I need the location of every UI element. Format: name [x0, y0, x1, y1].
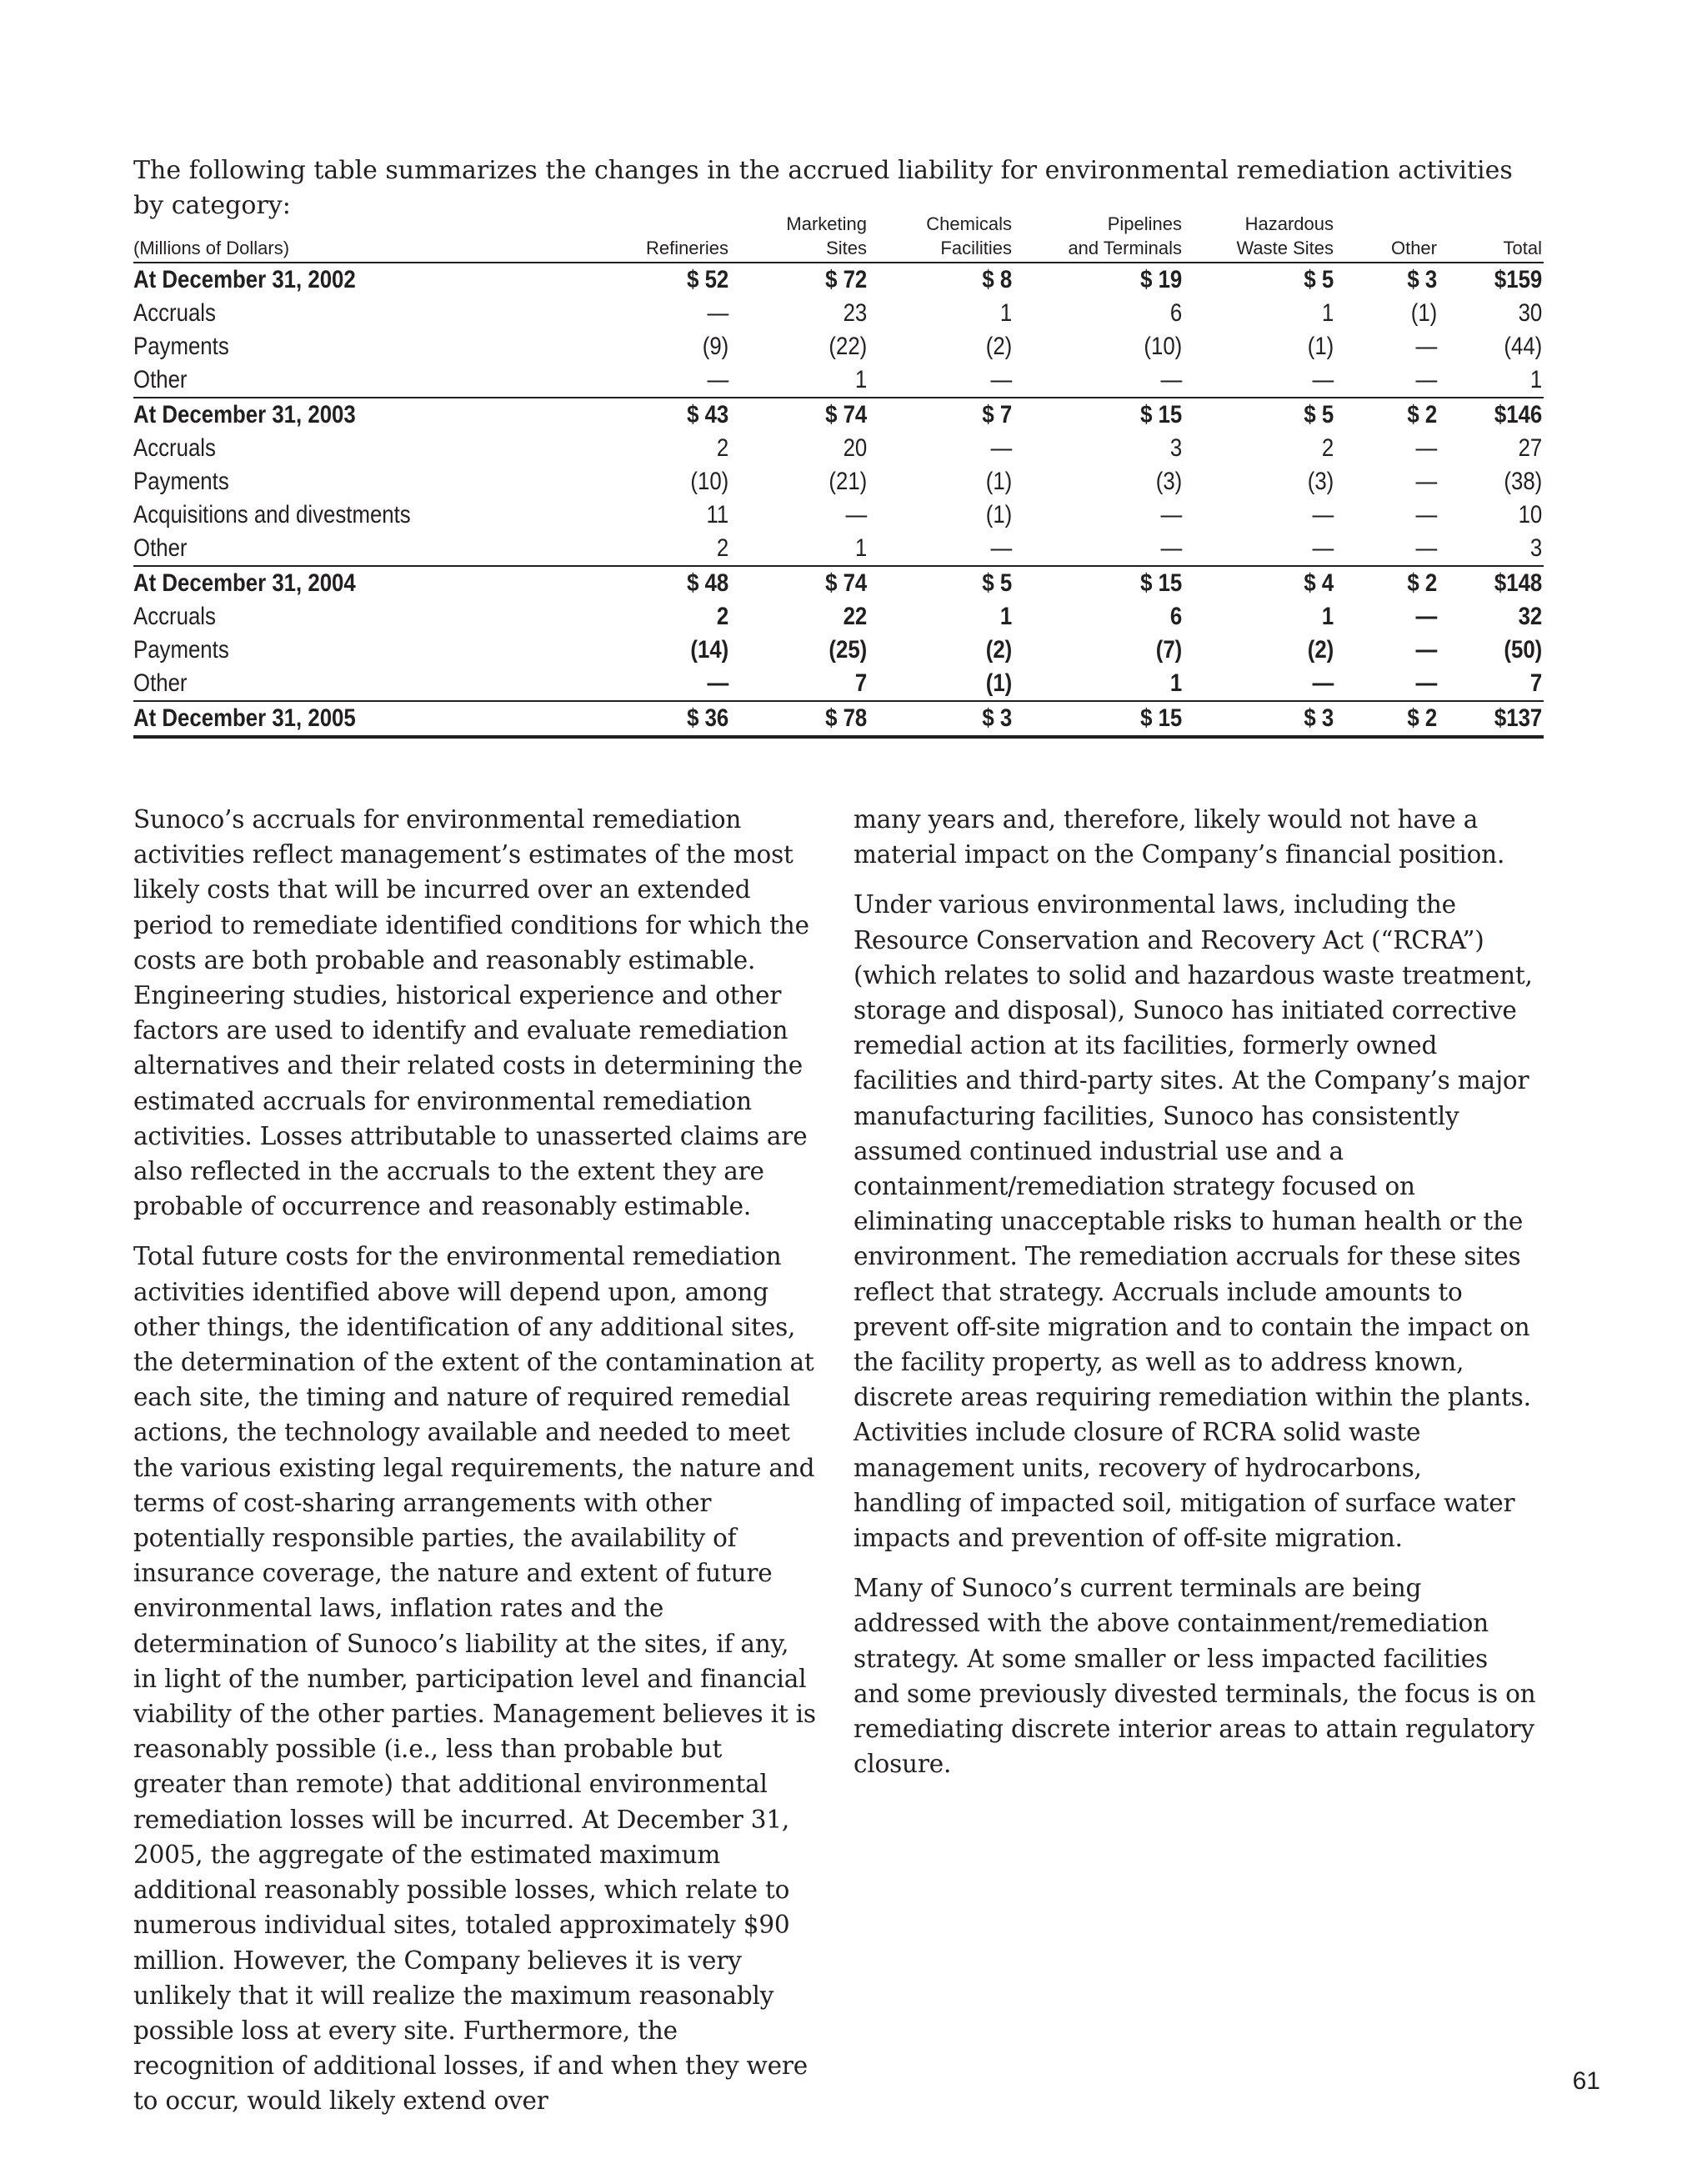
table-cell: $ 2 — [1349, 701, 1439, 737]
table-cell: — — [1415, 603, 1438, 630]
column-header: Other — [1335, 212, 1439, 263]
table-cell: (3) — [1155, 468, 1183, 495]
table-cell: 11 — [706, 501, 729, 528]
table-row — [133, 701, 1544, 737]
table-cell: (1) — [985, 501, 1013, 528]
table-cell: $ 4 — [1204, 566, 1335, 600]
table-cell: — — [845, 501, 868, 528]
table-cell: 6 — [1169, 299, 1183, 327]
table-body — [133, 263, 1544, 737]
row-label: At December 31, 2005 — [133, 701, 535, 737]
table-cell: $ 2 — [1349, 566, 1439, 600]
table-cell: $ 5 — [1304, 266, 1334, 293]
table-cell: $ 15 — [1038, 701, 1184, 737]
column-header: Total — [1439, 212, 1544, 263]
column-header: Chemicals Facilities — [869, 212, 1014, 263]
table-cell: (25) — [828, 636, 868, 664]
table-row — [133, 432, 1544, 465]
table-cell: 3 — [1529, 534, 1543, 562]
table-cell: (38) — [1504, 468, 1543, 495]
table-cell: (1) — [1410, 299, 1438, 327]
table-cell: 2 — [716, 434, 729, 462]
table-cell: (1) — [985, 669, 1013, 697]
table-cell: $ 7 — [889, 398, 1014, 432]
table-cell: 23 — [843, 299, 868, 327]
table-cell: (44) — [1504, 333, 1543, 360]
table-cell: — — [1312, 669, 1334, 697]
table-cell: 1 — [1529, 366, 1543, 393]
table-row — [133, 398, 1544, 432]
row-label: Payments — [133, 333, 229, 360]
table-cell: — — [1160, 366, 1183, 393]
table-row — [133, 465, 1544, 498]
table-cell: (3) — [1307, 468, 1334, 495]
table-cell: 1 — [1321, 299, 1334, 327]
table-cell: (7) — [1155, 636, 1183, 664]
row-label: Payments — [133, 636, 229, 664]
table-cell: — — [1160, 501, 1183, 528]
table-cell: 32 — [1518, 603, 1543, 630]
table-cell: 20 — [843, 434, 868, 462]
table-cell: — — [707, 366, 729, 393]
table-cell: — — [1312, 534, 1334, 562]
table-cell: (21) — [828, 468, 868, 495]
paragraph: Sunoco’s accruals for environmental remediation activities reflect management’s estimates of the most likely costs that will be incurred over an extended period to remediate identified conditions for which the costs are both probable and reasonably estimable. Engineering studies, historical experience and other factors are used to identify and evaluate remediation alternatives and their related costs in determining the estimated accruals for environmental remediation activities. Losses attributable to unasserted claims are also reflected in the accruals to the extent they are probable of occurrence and reasonably estimable. — [133, 805, 809, 1221]
table-row — [133, 667, 1544, 701]
row-label: Accruals — [133, 434, 216, 462]
table-cell: (14) — [690, 636, 729, 664]
table-row — [133, 297, 1544, 330]
table-cell: — — [707, 669, 729, 697]
table-cell: 2 — [1321, 434, 1334, 462]
row-label: Accruals — [133, 299, 216, 327]
table-cell: 3 — [1169, 434, 1183, 462]
row-label: At December 31, 2003 — [133, 398, 535, 432]
table-cell: — — [1415, 669, 1438, 697]
environmental-liability-table-container — [133, 212, 1544, 739]
table-cell: $ 15 — [1038, 566, 1184, 600]
row-label: Acquisitions and divestments — [133, 501, 411, 528]
table-cell: $ 48 — [618, 566, 730, 600]
row-label: Other — [133, 366, 188, 393]
table-cell: $ 43 — [618, 398, 730, 432]
table-cell: $159 — [1494, 266, 1543, 293]
table-cell: $137 — [1454, 701, 1544, 737]
table-cell: $ 74 — [749, 398, 869, 432]
column-header: Pipelines and Terminals — [1014, 212, 1184, 263]
table-cell: $ 8 — [982, 266, 1013, 293]
table-cell: — — [1415, 501, 1438, 528]
table-cell: $ 15 — [1038, 398, 1184, 432]
column-header: Hazardous Waste Sites — [1184, 212, 1335, 263]
right-text-column — [854, 802, 1537, 1796]
paragraph: Many of Sunoco’s current terminals are being addressed with the above containment/remediation strategy. At some smaller or less impacted facilities and some previously divested terminals, the focus is on remediating discrete interior areas to attain regulatory closure. — [854, 1574, 1536, 1779]
table-cell: $ 3 — [1407, 266, 1438, 293]
table-cell: $ 5 — [889, 566, 1014, 600]
table-cell: (2) — [985, 636, 1013, 664]
table-cell: $146 — [1454, 398, 1544, 432]
table-cell: $ 72 — [825, 266, 868, 293]
table-cell: 10 — [1518, 501, 1543, 528]
table-cell: — — [1312, 501, 1334, 528]
column-header: Refineries — [600, 212, 730, 263]
table-cell: — — [1415, 434, 1438, 462]
table-row — [133, 363, 1544, 398]
table-cell: (2) — [985, 333, 1013, 360]
table-cell: $ 19 — [1140, 266, 1183, 293]
table-cell: 7 — [1529, 669, 1543, 697]
row-label: Other — [133, 534, 188, 562]
table-cell: (2) — [1307, 636, 1334, 664]
table-cell: $148 — [1454, 566, 1544, 600]
table-row — [133, 330, 1544, 363]
table-cell: — — [990, 534, 1013, 562]
paragraph: Total future costs for the environmental remediation activities identified above will depend upon, among other things, the identification of any additional sites, the determination of the extent of the contamination at each site, the timing and nature of required remedial actions, the technology available and needed to meet the various existing legal requirements, the nature and terms of cost-sharing arrangements with other potentially responsible parties, the availability of insurance coverage, the nature and extent of future environmental laws, inflation rates and the determination of Sunoco’s liability at the sites, if any, in light of the number, participation level and financial viability of the other parties. Management believes it is reasonably possible (i.e., less than probable but greater than remote) that additional environmental remediation losses will be incurred. At December 31, 2005, the aggregate of the estimated maximum additional reasonably possible losses, which relate to numerous individual sites, totaled approximately $90 million. However, the Company believes it is very unlikely that it will realize the maximum reasonably possible loss at every site. Furthermore, the recognition of additional losses, if and when they were to occur, would likely extend over — [133, 1242, 816, 2116]
paragraph: Under various environmental laws, including the Resource Conservation and Recovery Act (“RCRA”) (which relates to solid and hazardous waste treatment, storage and disposal), Sunoco has initiated corrective remedial action at its facilities, formerly owned facilities and third-party sites. At the Company’s major manufacturing facilities, Sunoco has consistently assumed continued industrial use and a containment/remediation strategy focused on eliminating unacceptable risks to human health or the environment. The remediation accruals for these sites reflect that strategy. Accruals include amounts to prevent off-site migration and to contain the impact on the facility property, as well as to address known, discrete areas requiring remediation within the plants. Activities include closure of RCRA solid waste management units, recovery of hydrocarbons, handling of impacted soil, mitigation of surface water impacts and prevention of off-site migration. — [854, 890, 1533, 1553]
table-cell: $ 5 — [1204, 398, 1335, 432]
table-cell: — — [707, 299, 729, 327]
intro-paragraph: The following table summarizes the changes in the accrued liability for environmental remediation activities by category: — [133, 156, 1513, 220]
table-cell: $ 78 — [749, 701, 869, 737]
table-row — [133, 566, 1544, 600]
table-cell: (50) — [1504, 636, 1543, 664]
table-cell: — — [1415, 366, 1438, 393]
table-cell: 1 — [1169, 669, 1183, 697]
table-cell: 1 — [854, 366, 868, 393]
table-header-row — [133, 212, 1544, 263]
table-cell: 1 — [1321, 603, 1334, 630]
table-cell: 27 — [1518, 434, 1543, 462]
table-row — [133, 600, 1544, 634]
table-cell: $ 3 — [1204, 701, 1335, 737]
table-cell: (9) — [702, 333, 729, 360]
paragraph: many years and, therefore, likely would not have a material impact on the Company’s financial position. — [854, 805, 1505, 869]
table-cell: 2 — [716, 534, 729, 562]
table-cell: $ 52 — [687, 266, 729, 293]
table-cell: — — [1312, 366, 1334, 393]
table-cell: $ 2 — [1349, 398, 1439, 432]
table-cell: (1) — [985, 468, 1013, 495]
table-cell: 2 — [716, 603, 729, 630]
table-cell: — — [990, 366, 1013, 393]
row-label: Other — [133, 669, 188, 697]
table-cell: — — [1415, 636, 1438, 664]
table-cell: — — [990, 434, 1013, 462]
table-cell: 6 — [1169, 603, 1183, 630]
table-cell: — — [1160, 534, 1183, 562]
row-label: At December 31, 2004 — [133, 566, 535, 600]
table-cell: (10) — [690, 468, 729, 495]
environmental-liability-table — [133, 212, 1544, 739]
table-cell: — — [1415, 534, 1438, 562]
table-cell: 7 — [854, 669, 868, 697]
table-cell: — — [1415, 333, 1438, 360]
table-cell: 22 — [843, 603, 868, 630]
table-cell: (1) — [1307, 333, 1334, 360]
table-cell: (22) — [828, 333, 868, 360]
table-row — [133, 263, 1544, 297]
table-row — [133, 532, 1544, 566]
table-row — [133, 634, 1544, 667]
table-cell: — — [1415, 468, 1438, 495]
units-label: (Millions of Dollars) — [133, 212, 600, 263]
table-cell: (10) — [1144, 333, 1183, 360]
left-text-column — [133, 802, 817, 2134]
row-label: Accruals — [133, 603, 216, 630]
table-cell: 1 — [854, 534, 868, 562]
page-number: 61 — [1572, 2067, 1600, 2095]
table-cell: 30 — [1518, 299, 1543, 327]
table-cell: 1 — [999, 299, 1013, 327]
row-label: Payments — [133, 468, 229, 495]
table-cell: $ 74 — [749, 566, 869, 600]
table-cell: $ 3 — [889, 701, 1014, 737]
table-row — [133, 498, 1544, 532]
column-header: Marketing Sites — [730, 212, 869, 263]
table-cell: 1 — [999, 603, 1013, 630]
table-cell: $ 36 — [618, 701, 730, 737]
row-label: At December 31, 2002 — [133, 266, 356, 293]
